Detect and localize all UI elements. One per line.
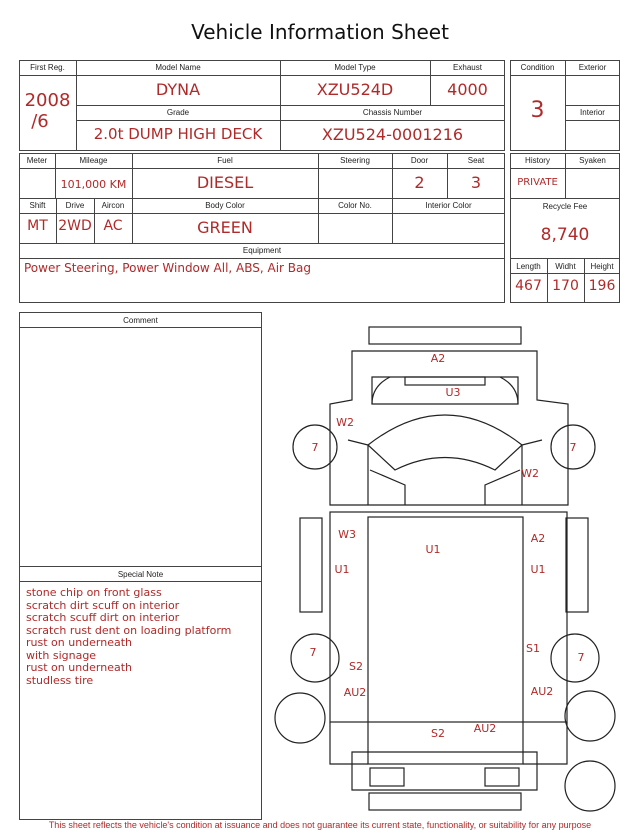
- rear-bumper: [352, 752, 537, 790]
- shift-value: MT: [27, 218, 48, 234]
- model-name-label: Model Name: [155, 63, 201, 72]
- body-color-value: GREEN: [197, 218, 253, 237]
- model-type-value: XZU524D: [316, 80, 394, 99]
- model-type-label: Model Type: [334, 63, 376, 72]
- windshield: [368, 415, 522, 470]
- seat-label: Seat: [467, 156, 485, 165]
- length-label: Length: [516, 262, 541, 271]
- diag-bed-left-mid: U1: [334, 563, 350, 576]
- equipment-value: Power Steering, Power Window All, ABS, Air Bag: [24, 261, 312, 275]
- vehicle-damage-diagram: [265, 312, 635, 820]
- door-label: Door: [410, 156, 429, 165]
- list-item: studless tire: [26, 673, 94, 687]
- shift-label: Shift: [29, 201, 46, 210]
- width-label: Widht: [555, 262, 576, 271]
- exhaust-label: Exhaust: [453, 63, 482, 72]
- special-note-label: Special Note: [117, 570, 164, 579]
- fuel-value: DIESEL: [196, 173, 254, 192]
- first-reg-label: First Reg.: [30, 63, 65, 72]
- special-note-list: [26, 587, 260, 687]
- body-color-label: Body Color: [205, 201, 245, 210]
- diag-bed-right-mid: U1: [530, 563, 546, 576]
- condition-value: 3: [530, 98, 545, 123]
- fuel-label: Fuel: [217, 156, 233, 165]
- sheet-title: Vehicle Information Sheet: [191, 20, 449, 44]
- list-item: stone chip on front glass: [26, 586, 162, 599]
- rear-step: [369, 793, 521, 810]
- right-mudguard-front: [566, 518, 588, 612]
- aircon-label: Aircon: [101, 201, 125, 210]
- right-rear-tire: [551, 634, 599, 682]
- loading-bed-inner: [368, 517, 523, 764]
- diag-right-rear-tire: 7: [577, 651, 585, 664]
- recycle-fee-label: Recycle Fee: [542, 202, 588, 211]
- height-value: 196: [588, 278, 616, 294]
- left-mudguard-front: [300, 518, 322, 612]
- first-reg-month: /6: [31, 111, 49, 132]
- height-label: Height: [590, 262, 614, 271]
- list-item: scratch rust dent on loading platform: [26, 623, 232, 637]
- diag-bed-center: U1: [425, 543, 441, 556]
- interior-color-label: Interior Color: [425, 201, 472, 210]
- diag-windshield: U3: [445, 386, 461, 399]
- disclaimer-footer: This sheet reflects the vehicle's condition at issuance and does not guarantee its current state, functionality, or suitability for any purpose: [48, 820, 592, 830]
- list-item: scratch dirt scuff on interior: [26, 598, 180, 612]
- mileage-value: 101,000 KM: [60, 178, 127, 191]
- comment-label: Comment: [123, 316, 158, 325]
- grade-value: 2.0t DUMP HIGH DECK: [93, 125, 263, 143]
- width-value: 170: [552, 278, 579, 294]
- list-item: rust on underneath: [26, 661, 133, 674]
- meter-label: Meter: [26, 156, 48, 165]
- left-rear-tire-outer: [275, 693, 325, 743]
- drive-value: 2WD: [58, 218, 92, 234]
- history-value: PRIVATE: [517, 177, 558, 188]
- aircon-value: AC: [103, 218, 123, 234]
- drive-label: Drive: [65, 201, 85, 210]
- diag-right-door: W2: [521, 467, 539, 480]
- diag-left-door: W2: [336, 416, 354, 429]
- equipment-label: Equipment: [242, 246, 282, 255]
- diag-bed-left-upper: W3: [338, 528, 356, 541]
- history-label: History: [525, 156, 550, 165]
- diag-bed-right-upper: A2: [530, 532, 546, 545]
- diag-bed-right-bottom: AU2: [530, 685, 554, 698]
- list-item: scratch scuff dirt on interior: [26, 611, 180, 624]
- diag-left-rear-tire: 7: [309, 646, 317, 659]
- first-reg-year: 2008: [24, 90, 71, 111]
- color-no-label: Color No.: [338, 201, 372, 210]
- right-rear-tire-outer: [565, 691, 615, 741]
- diag-bed-right-lower: S1: [526, 642, 540, 655]
- front-bumper: [369, 327, 521, 344]
- length-value: 467: [515, 278, 542, 294]
- mileage-label: Mileage: [79, 156, 108, 165]
- exterior-label: Exterior: [578, 63, 607, 72]
- diag-front-bumper: A2: [430, 352, 446, 365]
- seat-value: 3: [470, 173, 482, 192]
- diag-right-front-tire: 7: [569, 441, 577, 454]
- chassis-number-value: XZU524-0001216: [321, 125, 464, 144]
- syaken-label: Syaken: [579, 156, 606, 165]
- spare-tire: [565, 761, 615, 811]
- list-item: rust on underneath: [26, 636, 133, 649]
- chassis-number-label: Chassis Number: [362, 108, 423, 117]
- recycle-fee-value: 8,740: [540, 225, 590, 245]
- diag-left-front-tire: 7: [311, 441, 319, 454]
- interior-label: Interior: [580, 108, 605, 117]
- grade-label: Grade: [166, 108, 190, 117]
- diag-bed-left-bottom: AU2: [343, 686, 367, 699]
- door-value: 2: [414, 173, 425, 192]
- diag-rear-au2: AU2: [473, 722, 497, 735]
- diag-rear-s2: S2: [431, 727, 445, 740]
- model-name-value: DYNA: [155, 80, 201, 99]
- list-item: with signage: [26, 648, 97, 662]
- condition-label: Condition: [520, 63, 555, 72]
- exhaust-value: 4000: [447, 80, 488, 99]
- diag-bed-left-lower: S2: [349, 660, 363, 673]
- steering-label: Steering: [340, 156, 370, 165]
